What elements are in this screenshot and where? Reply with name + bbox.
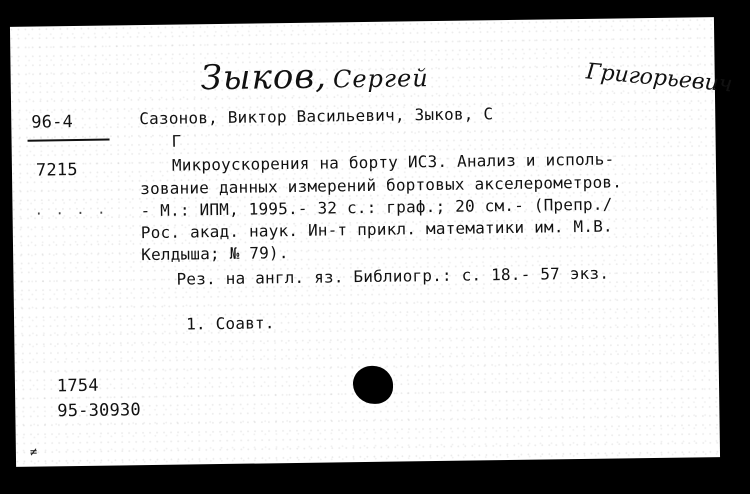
imprint-line: - М.: ИПМ, 1995.- 32 с.: граф.; 20 см.- (Препр./ [140,194,613,221]
tracing-line: 1. Соавт. [185,313,275,334]
handwritten-given-name: Сергей [332,64,429,94]
title-line-1: Микроускорения на борту ИСЗ. Анализ и исполь- [171,149,615,175]
faint-marks: . . . . [34,201,108,219]
author-line: Сазонов, Виктор Васильевич, Зыков, С [139,104,494,129]
handwritten-name [200,55,429,98]
handwritten-surname: Зыков, [200,56,328,99]
handwritten-patronymic: Григорьевич [584,59,734,98]
call-number-divider [28,139,110,142]
accession-number-1: 1754 [56,375,99,397]
title-line-2: зование данных измерений бортовых акселерометров. [140,172,623,199]
call-number-top: 96-4 [31,112,74,133]
card-punch-hole [353,366,394,405]
series-line-1: Рос. акад. наук. Ин-т прикл. математики им. М.В. [140,216,613,243]
series-line-2: Келдыша; № 79). [141,243,289,265]
author-initial-line: Г [171,131,182,151]
accession-number-2: 95-30930 [57,400,141,422]
catalog-card [10,17,734,467]
corner-mark: ≠ [29,444,38,459]
notes-line: Рез. на англ. яз. Библиогр.: с. 18.- 57 экз. [176,263,610,289]
call-number-bottom: 7215 [35,160,78,181]
